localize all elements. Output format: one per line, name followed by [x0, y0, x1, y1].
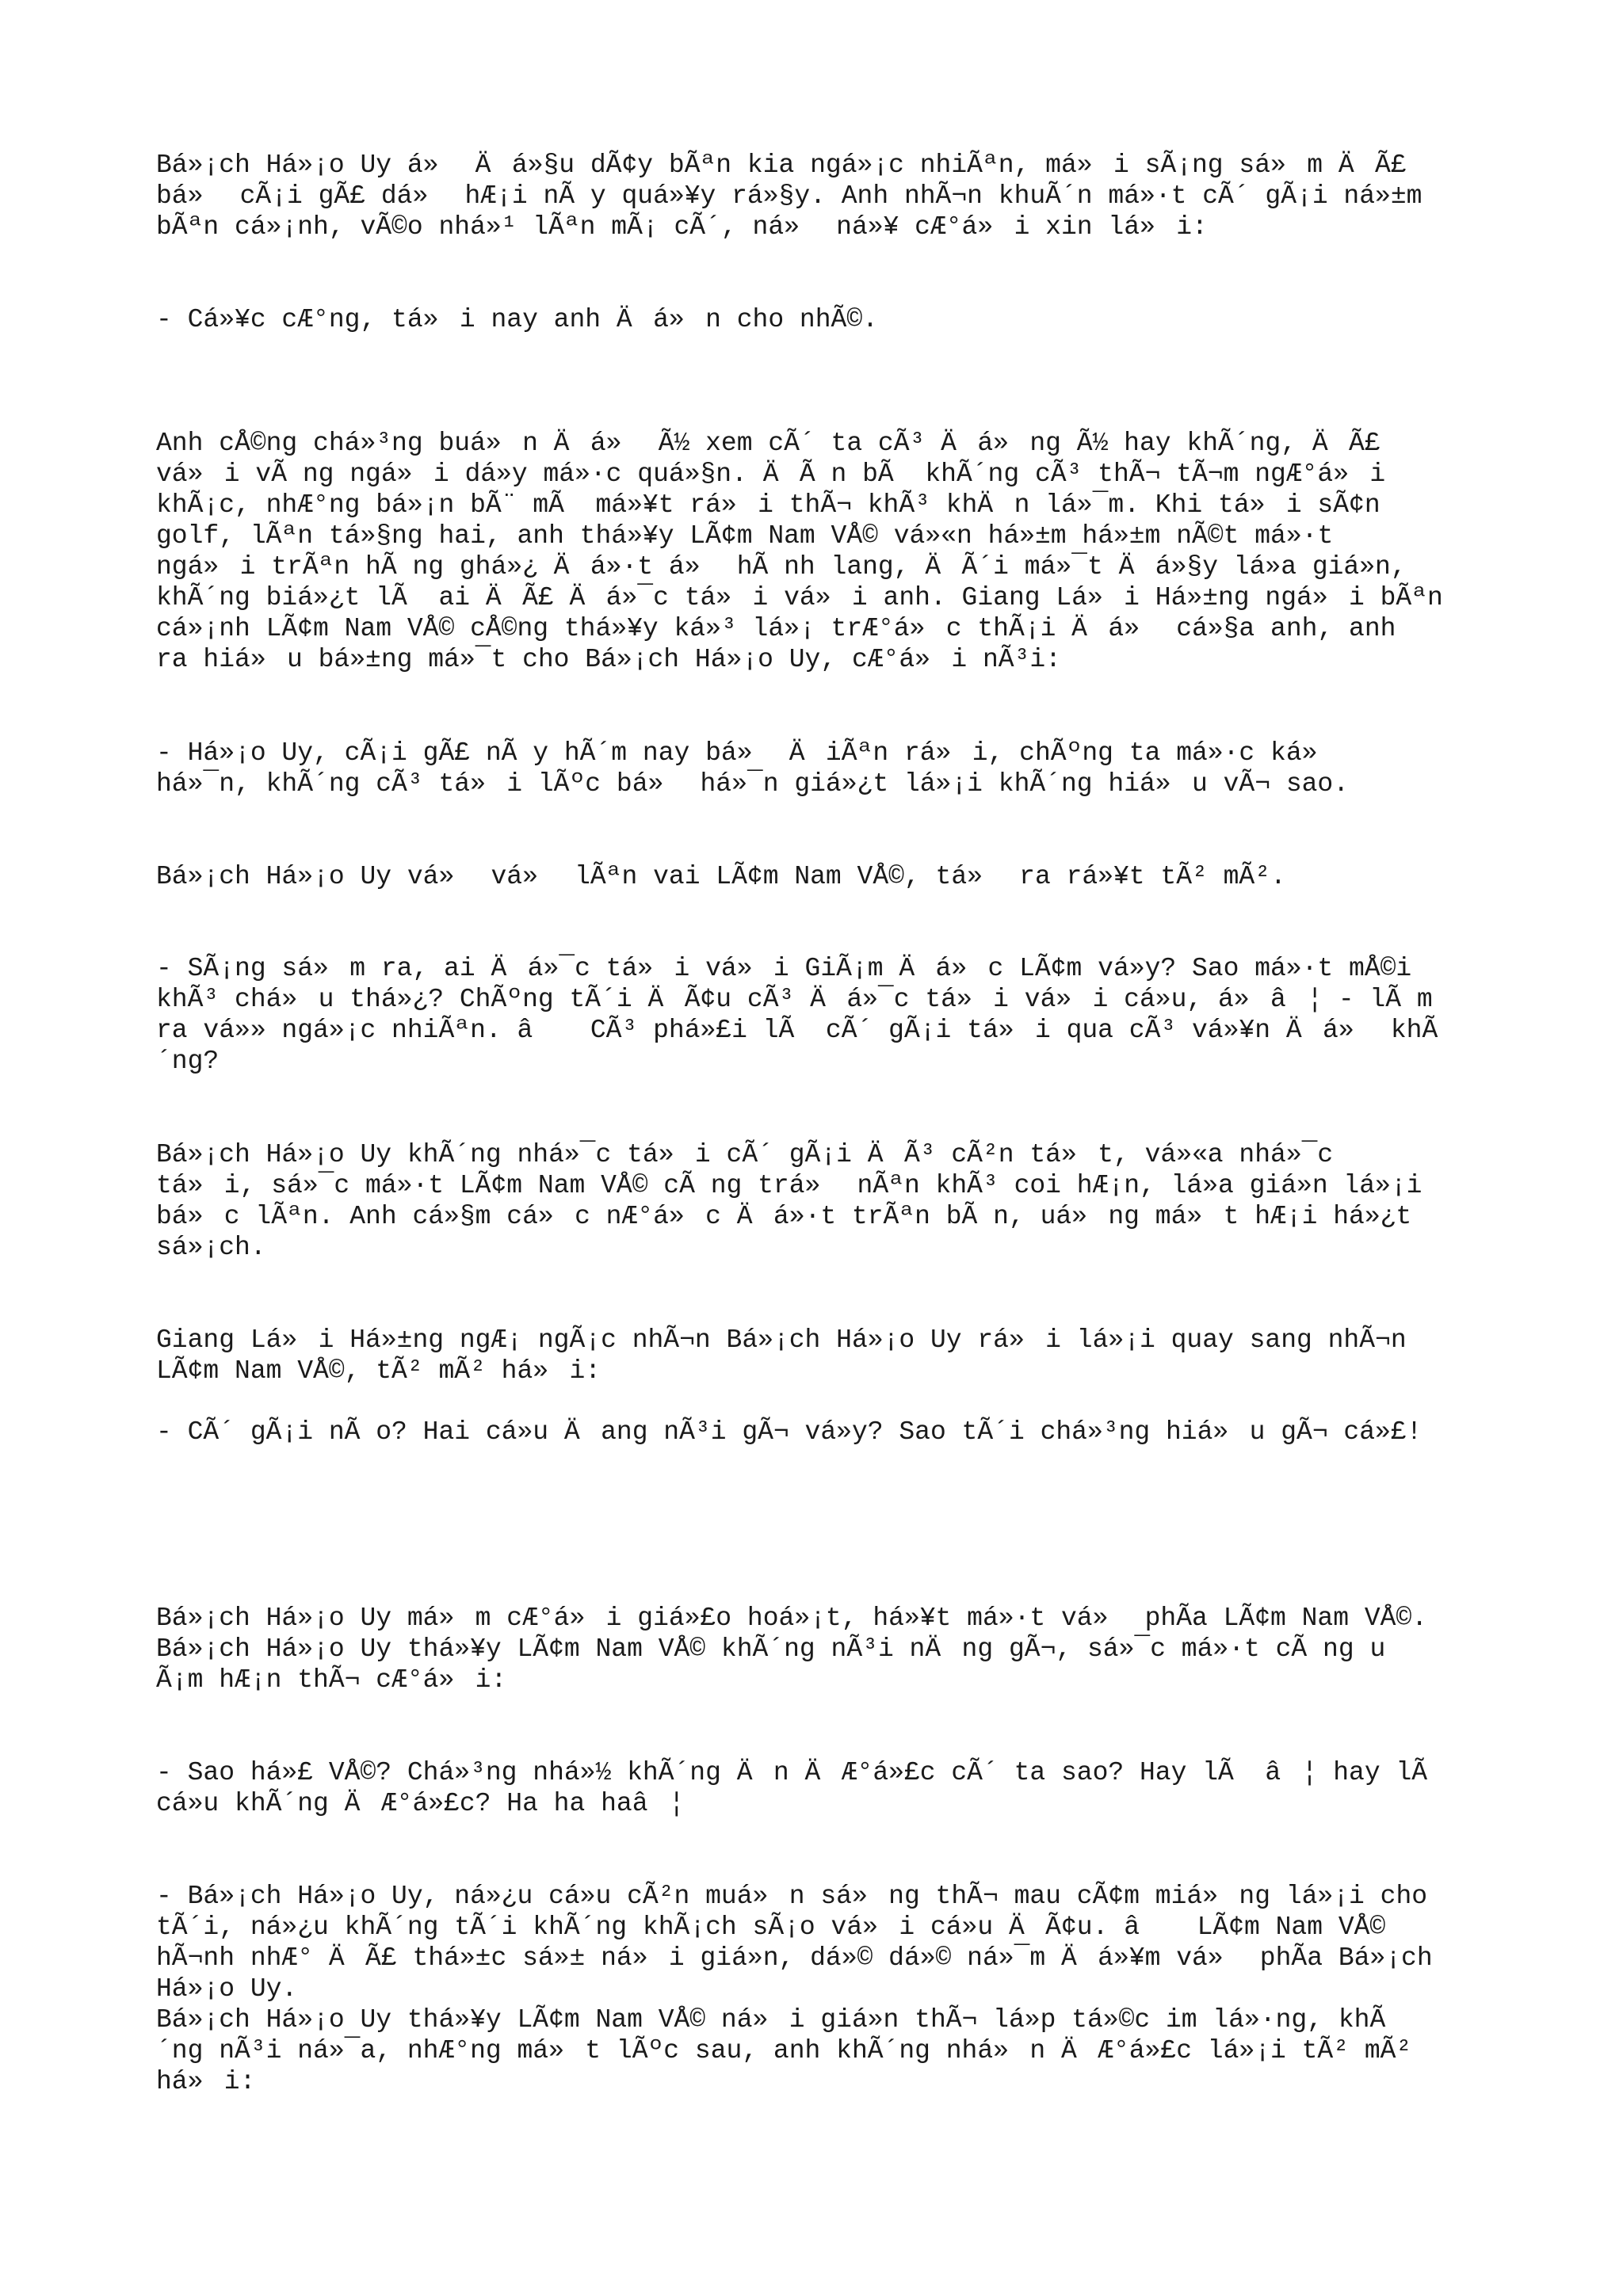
paragraph-1: Bá»¡ch Há»¡o Uy á» Äá»§u dÃ¢y bÃªn kia ngá»¡c nhiÃªn, má»i sÃ¡ng sá»m ÄÃ£ bá» cÃ¡i gÃ£ dá» hÆ¡i nÃ y quá»¥y rá»§y. Anh nhÃ¬n khuÃ´n má»·t cÃ´ gÃ¡i ná»±m bÃªn cá»¡nh, vÃ©o nhá»¹ lÃªn mÃ¡ cÃ´, ná» ná»¥ cÆ°á»i xin lá»i: — [156, 151, 1423, 242]
paragraph-10: Bá»¡ch Há»¡o Uy má»m cÆ°á»i giá»£o hoá»¡t, há»¥t má»·t vá» phÃa LÃ¢m Nam VÅ©. Bá»¡ch Há»¡o Uy thá»¥y LÃ¢m Nam VÅ© khÃ´ng nÃ³i nÄng gÃ¬, sá»¯c má»·t cÃ ng u Ã¡m hÆ¡n thÃ¬ cÆ°á»i: — [156, 1604, 1428, 1695]
paragraph-3: Anh cÅ©ng chá»³ng buá»n Äá» Ã½ xem cÃ´ ta cÃ³ Äá»ng Ã½ hay khÃ´ng, ÄÃ£ vá»i vÃ ng ngá»i dá»y má»·c quá»§n. ÄÃ n bÃ khÃ´ng cÃ³ thÃ¬ tÃ¬m ngÆ°á»i khÃ¡c, nhÆ°ng bá»¡n bÃ¨ mÃ má»¥t rá»i thÃ¬ khÃ³ khÄn lá»¯m. Khi tá»i sÃ¢n golf, lÃªn tá»§ng hai, anh thá»¥y LÃ¢m Nam VÅ© vá»«n há»±m há»±m nÃ©t má»·t ngá»i trÃªn hÃ ng ghá»¿ Äá»·t á» hÃ nh lang, ÄÃ´i má»¯t Äá»§y lá»a giá»n, khÃ´ng biá»¿t lÃ ai ÄÃ£ Äá»¯c tá»i vá»i anh. Giang Lá»i Há»±ng ngá»i bÃªn cá»¡nh LÃ¢m Nam VÅ© cÅ©ng thá»¥y ká»³ lá»¡ trÆ°á»c thÃ¡i Äá» cá»§a anh, anh ra hiá»u bá»±ng má»¯t cho Bá»¡ch Há»¡o Uy, cÆ°á»i nÃ³i: — [156, 429, 1443, 674]
paragraph-9: - CÃ´ gÃ¡i nÃ o? Hai cá»u Äang nÃ³i gÃ¬ vá»y? Sao tÃ´i chá»³ng hiá»u gÃ¬ cá»£! — [156, 1417, 1423, 1447]
paragraph-6: - SÃ¡ng sá»m ra, ai Äá»¯c tá»i vá»i GiÃ¡m Äá»c LÃ¢m vá»y? Sao má»·t mÅ©i khÃ³ chá»u thá»¿? ChÃºng tÃ´i ÄÃ¢u cÃ³ Äá»¯c tá»i vá»i cá»u, á»â¦ - lÃ m ra vá»» ngá»¡c nhiÃªn. â CÃ³ phá»£i lÃ cÃ´ gÃ¡i tá»i qua cÃ³ vá»¥n Äá» khÃ ´ng? — [156, 954, 1438, 1076]
paragraph-5: Bá»¡ch Há»¡o Uy vá» vá» lÃªn vai LÃ¢m Nam VÅ©, tá» ra rá»¥t tÃ² mÃ². — [156, 862, 1286, 891]
paragraph-12: - Bá»¡ch Há»¡o Uy, ná»¿u cá»u cÃ²n muá»n sá»ng thÃ¬ mau cÃ¢m miá»ng lá»¡i cho tÃ´i, ná»¿u khÃ´ng tÃ´i khÃ´ng khÃ¡ch sÃ¡o vá»i cá»u ÄÃ¢u. â LÃ¢m Nam VÅ© hÃ¬nh nhÆ° ÄÃ£ thá»±c sá»± ná»i giá»n, dá»© dá»© ná»¯m Äá»¥m vá» phÃa Bá»¡ch Há»¡o Uy. Bá»¡ch Há»¡o Uy thá»¥y LÃ¢m Nam VÅ© ná»i giá»n thÃ¬ lá»p tá»©c im lá»·ng, khÃ ´ng nÃ³i ná»¯a, nhÆ°ng má»t lÃºc sau, anh khÃ´ng nhá»n ÄÆ°á»£c lá»¡i tÃ² mÃ² há»i: — [156, 1882, 1433, 2096]
paragraph-4: - Há»¡o Uy, cÃ¡i gÃ£ nÃ y hÃ´m nay bá» ÄiÃªn rá»i, chÃºng ta má»·c ká» há»¯n, khÃ´ng cÃ³ tá»i lÃºc bá» há»¯n giá»¿t lá»¡i khÃ´ng hiá»u vÃ¬ sao. — [156, 738, 1350, 799]
paragraph-8: Giang Lá»i Há»±ng ngÆ¡ ngÃ¡c nhÃ¬n Bá»¡ch Há»¡o Uy rá»i lá»¡i quay sang nhÃ¬n LÃ¢m Nam VÅ©, tÃ² mÃ² há»i: — [156, 1325, 1407, 1386]
paragraph-2: - Cá»¥c cÆ°ng, tá»i nay anh Äá»n cho nhÃ©. — [156, 305, 878, 334]
paragraph-7: Bá»¡ch Há»¡o Uy khÃ´ng nhá»¯c tá»i cÃ´ gÃ¡i ÄÃ³ cÃ²n tá»t, vá»«a nhá»¯c tá»i, sá»¯c má»·t LÃ¢m Nam VÅ© cÃ ng trá» nÃªn khÃ³ coi hÆ¡n, lá»a giá»n lá»¡i bá»c lÃªn. Anh cá»§m cá»c nÆ°á»c Äá»·t trÃªn bÃ n, uá»ng má»t hÆ¡i há»¿t sá»¡ch. — [156, 1140, 1423, 1262]
paragraph-11: - Sao há»£ VÅ©? Chá»³ng nhá»½ khÃ´ng Än ÄÆ°á»£c cÃ´ ta sao? Hay lÃ â¦ hay lÃ cá»u khÃ´ng ÄÆ°á»£c? Ha ha haâ¦ — [156, 1758, 1428, 1818]
